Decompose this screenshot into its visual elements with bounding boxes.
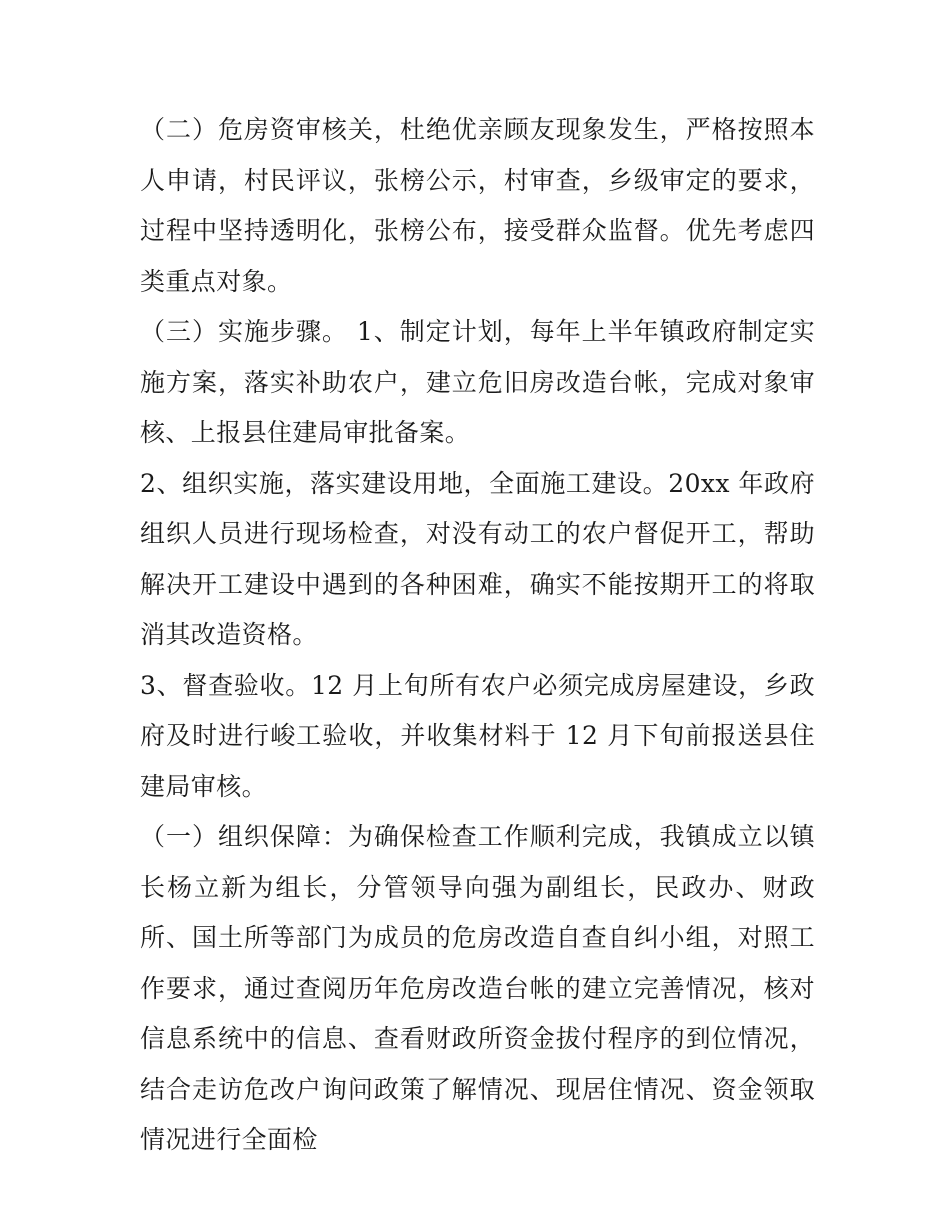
- document-body: [140, 105, 815, 1166]
- paragraph-5: （一）组织保障：为确保检查工作顺利完成，我镇成立以镇长杨立新为组长，分管领导向强为副组长，民政办、财政所、国土所等部门为成员的危房改造自查自纠小组，对照工作要求，通过查阅历年危房改造台帐的建立完善情况，核对信息系统中的信息、查看财政所资金拔付程序的到位情况，结合走访危改户询问政策了解情况、现居住情况、资金领取情况进行全面检: [140, 822, 815, 1154]
- paragraph-4: 3、督查验收。12 月上旬所有农户必须完成房屋建设，乡政府及时进行峻工验收，并收集材料于 12 月下旬前报送县住建局审核。: [140, 670, 815, 801]
- paragraph-1: （二）危房资审核关，杜绝优亲顾友现象发生，严格按照本人申请，村民评议，张榜公示，村审查，乡级审定的要求，过程中坚持透明化，张榜公布，接受群众监督。优先考虑四类重点对象。: [140, 115, 815, 296]
- paragraph-3: 2、组织实施，落实建设用地，全面施工建设。20xx 年政府组织人员进行现场检查，对没有动工的农户督促开工，帮助解决开工建设中遇到的各种困难，确实不能按期开工的将取消其改造资格。: [140, 468, 815, 649]
- paragraph-2: （三）实施步骤。 1、制定计划，每年上半年镇政府制定实施方案，落实补助农户，建立危旧房改造台帐，完成对象审核、上报县住建局审批备案。: [140, 317, 815, 447]
